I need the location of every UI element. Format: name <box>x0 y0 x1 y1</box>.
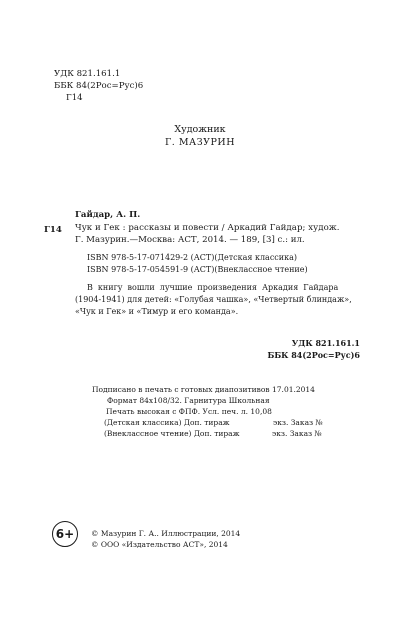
imprint-format: Формат 84x108/32. Гарнитура Школьная <box>107 396 270 405</box>
illustrator-name: Г. МАЗУРИН <box>165 137 235 148</box>
bib-line-1: Чук и Гек : рассказы и повести / Аркадий Гайдар; худож. <box>75 223 340 233</box>
imprint-order-reading: экз. Заказ № <box>272 429 322 438</box>
annotation-line-1: В книгу вошли лучшие произведения Аркадия Гайдара <box>87 283 339 292</box>
bbk-code: ББК 84(2Рос=Рус)6 <box>54 81 144 91</box>
author-code: Г14 <box>66 93 83 103</box>
bib-line-2: Г. Мазурин.—Москва: АСТ, 2014. — 189, [3] с.: ил. <box>75 235 305 245</box>
imprint-signed: Подписано в печать с готовых диапозитивов 17.01.2014 <box>92 385 315 394</box>
annotation-line-2: (1904-1941) для детей: «Голубая чашка», «Четвертый блиндаж», <box>75 295 352 304</box>
imprint-run-reading: (Внеклассное чтение) Доп. тираж <box>104 429 240 438</box>
isbn-1: ISBN 978-5-17-071429-2 (АСТ)(Детская классика) <box>87 253 298 262</box>
isbn-2: ISBN 978-5-17-054591-9 (АСТ)(Внеклассное чтение) <box>87 265 308 274</box>
udk-code: УДК 821.161.1 <box>54 69 121 79</box>
copyright-publisher: © ООО «Издательство АСТ», 2014 <box>91 540 228 549</box>
illustrator-label: Художник <box>174 124 226 135</box>
imprint-order-classic: экз. Заказ № <box>273 418 323 427</box>
bbk-code-bottom: ББК 84(2Рос=Рус)6 <box>267 350 360 360</box>
imprint-run-classic: (Детская классика) Доп. тираж <box>104 418 230 427</box>
udk-code-bottom: УДК 821.161.1 <box>291 338 360 348</box>
imprint-print: Печать высокая с ФПФ. Усл. печ. л. 10,08 <box>106 407 272 416</box>
author-mark: Г14 <box>44 225 62 235</box>
author-name: Гайдар, А. П. <box>75 210 141 220</box>
age-rating-badge: 6+ <box>52 521 78 547</box>
copyright-illustrations: © Мазурин Г. А.. Иллюстрации, 2014 <box>91 529 241 538</box>
annotation-line-3: «Чук и Гек» и «Тимур и его команда». <box>75 307 239 316</box>
